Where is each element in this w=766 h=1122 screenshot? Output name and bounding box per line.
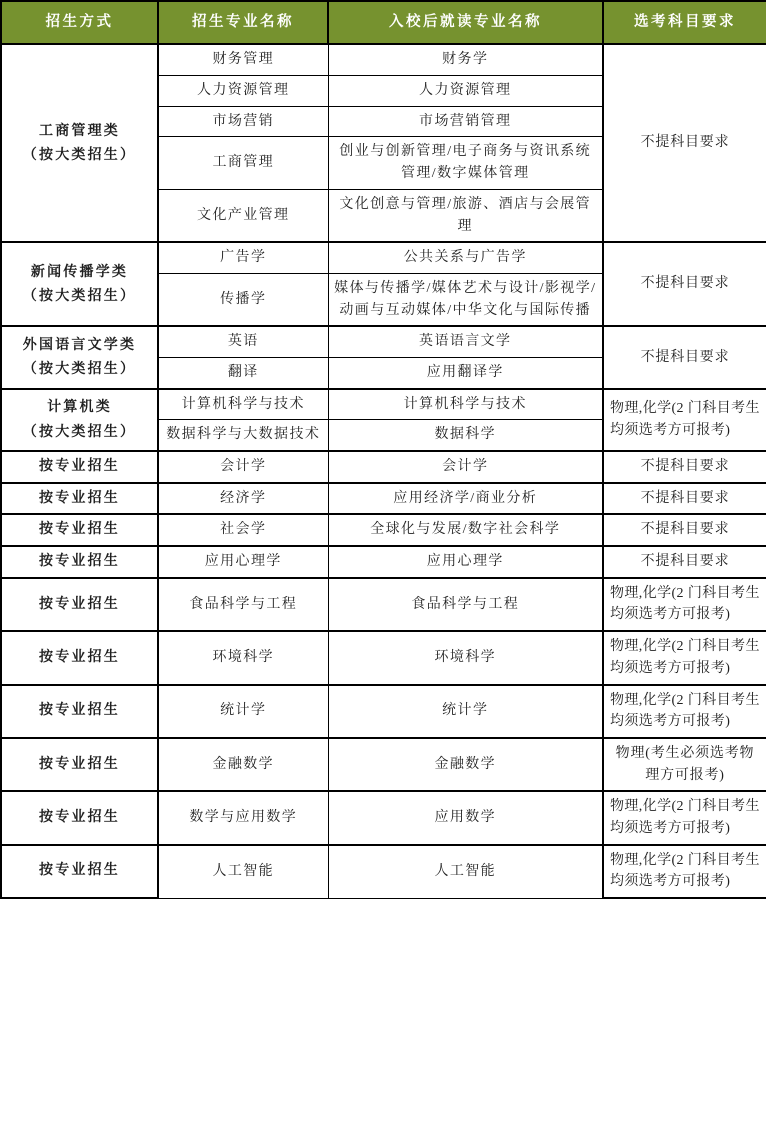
major-name-cell: 计算机科学与技术 (158, 389, 328, 420)
enrolled-major-name-cell: 市场营销管理 (328, 106, 603, 137)
major-name-cell: 工商管理 (158, 137, 328, 189)
major-name-cell: 文化产业管理 (158, 189, 328, 242)
enrolled-major-name-cell: 全球化与发展/数字社会科学 (328, 514, 603, 546)
enrolled-major-name-cell: 英语语言文学 (328, 326, 603, 357)
admission-method-cell: 按专业招生 (1, 845, 158, 898)
major-name-cell: 传播学 (158, 273, 328, 326)
table-header-row (1, 1, 766, 44)
subject-requirement-cell: 不提科目要求 (603, 242, 766, 326)
table-body (1, 44, 766, 898)
admission-method-cell: 按专业招生 (1, 685, 158, 738)
subject-requirement-cell: 物理(考生必须选考物理方可报考) (603, 738, 766, 791)
column-header-subject-requirement: 选考科目要求 (603, 1, 766, 44)
major-name-cell: 食品科学与工程 (158, 578, 328, 631)
subject-requirement-cell: 物理,化学(2 门科目考生均须选考方可报考) (603, 791, 766, 844)
admission-method-cell: 按专业招生 (1, 578, 158, 631)
table-row (1, 451, 766, 483)
major-name-cell: 人力资源管理 (158, 76, 328, 107)
table-row (1, 514, 766, 546)
major-name-cell: 翻译 (158, 357, 328, 388)
table-header (1, 1, 766, 44)
admission-method-cell: 按专业招生 (1, 451, 158, 483)
table-row (1, 44, 766, 75)
table-row (1, 791, 766, 844)
subject-requirement-cell: 不提科目要求 (603, 546, 766, 578)
subject-requirement-cell: 物理,化学(2 门科目考生均须选考方可报考) (603, 845, 766, 898)
enrolled-major-name-cell: 统计学 (328, 685, 603, 738)
table-row (1, 738, 766, 791)
table-row (1, 483, 766, 515)
admission-method-cell: 按专业招生 (1, 631, 158, 684)
major-name-cell: 财务管理 (158, 44, 328, 75)
admission-method-cell: 按专业招生 (1, 546, 158, 578)
admission-method-group-label (1, 44, 158, 242)
subject-requirement-cell: 不提科目要求 (603, 483, 766, 515)
major-name-cell: 环境科学 (158, 631, 328, 684)
table-row (1, 326, 766, 357)
table-row (1, 546, 766, 578)
enrolled-major-name-cell: 应用数学 (328, 791, 603, 844)
enrolled-major-name-cell: 金融数学 (328, 738, 603, 791)
column-header-admission-method: 招生方式 (1, 1, 158, 44)
enrolled-major-name-cell: 应用心理学 (328, 546, 603, 578)
enrolled-major-name-cell: 应用翻译学 (328, 357, 603, 388)
enrolled-major-name-cell: 数据科学 (328, 420, 603, 451)
subject-requirement-cell: 不提科目要求 (603, 451, 766, 483)
major-name-cell: 金融数学 (158, 738, 328, 791)
group-label-line-1: 计算机类 (47, 399, 112, 416)
major-name-cell: 英语 (158, 326, 328, 357)
major-name-cell: 统计学 (158, 685, 328, 738)
admission-method-group-label (1, 326, 158, 388)
group-label-line-1: 工商管理类 (39, 122, 120, 139)
table-row (1, 845, 766, 898)
table-row (1, 685, 766, 738)
table-row (1, 631, 766, 684)
enrolled-major-name-cell: 食品科学与工程 (328, 578, 603, 631)
enrolled-major-name-cell: 媒体与传播学/媒体艺术与设计/影视学/动画与互动媒体/中华文化与国际传播 (328, 273, 603, 326)
major-name-cell: 人工智能 (158, 845, 328, 898)
table-row (1, 242, 766, 273)
admission-method-cell: 按专业招生 (1, 514, 158, 546)
admission-method-cell: 按专业招生 (1, 483, 158, 515)
major-name-cell: 经济学 (158, 483, 328, 515)
enrolled-major-name-cell: 应用经济学/商业分析 (328, 483, 603, 515)
group-label-line-2: （按大类招生） (22, 361, 137, 378)
group-label-line-1: 新闻传播学类 (30, 263, 129, 280)
group-label-line-2: （按大类招生） (22, 288, 137, 305)
enrolled-major-name-cell: 人工智能 (328, 845, 603, 898)
subject-requirement-cell: 不提科目要求 (603, 514, 766, 546)
major-name-cell: 广告学 (158, 242, 328, 273)
major-name-cell: 应用心理学 (158, 546, 328, 578)
admission-method-cell: 按专业招生 (1, 791, 158, 844)
subject-requirement-cell: 物理,化学(2 门科目考生均须选考方可报考) (603, 631, 766, 684)
column-header-major-name: 招生专业名称 (158, 1, 328, 44)
major-name-cell: 数学与应用数学 (158, 791, 328, 844)
enrolled-major-name-cell: 环境科学 (328, 631, 603, 684)
enrolled-major-name-cell: 文化创意与管理/旅游、酒店与会展管理 (328, 189, 603, 242)
column-header-enrolled-major-name: 入校后就读专业名称 (328, 1, 603, 44)
subject-requirement-cell: 不提科目要求 (603, 44, 766, 242)
group-label-line-2: （按大类招生） (22, 147, 137, 164)
subject-requirement-cell: 物理,化学(2 门科目考生均须选考方可报考) (603, 389, 766, 451)
subject-requirement-cell: 不提科目要求 (603, 326, 766, 388)
enrolled-major-name-cell: 计算机科学与技术 (328, 389, 603, 420)
table-row (1, 389, 766, 420)
group-label-line-1: 外国语言文学类 (22, 336, 137, 353)
subject-requirement-cell: 物理,化学(2 门科目考生均须选考方可报考) (603, 578, 766, 631)
group-label-line-2: （按大类招生） (22, 423, 137, 440)
enrolled-major-name-cell: 公共关系与广告学 (328, 242, 603, 273)
enrolled-major-name-cell: 人力资源管理 (328, 76, 603, 107)
enrolled-major-name-cell: 财务学 (328, 44, 603, 75)
admission-method-cell: 按专业招生 (1, 738, 158, 791)
table-row (1, 578, 766, 631)
admission-method-group-label (1, 389, 158, 451)
major-name-cell: 社会学 (158, 514, 328, 546)
major-name-cell: 市场营销 (158, 106, 328, 137)
subject-requirement-cell: 物理,化学(2 门科目考生均须选考方可报考) (603, 685, 766, 738)
enrolled-major-name-cell: 会计学 (328, 451, 603, 483)
admission-method-group-label (1, 242, 158, 326)
major-name-cell: 会计学 (158, 451, 328, 483)
enrolled-major-name-cell: 创业与创新管理/电子商务与资讯系统管理/数字媒体管理 (328, 137, 603, 189)
major-name-cell: 数据科学与大数据技术 (158, 420, 328, 451)
